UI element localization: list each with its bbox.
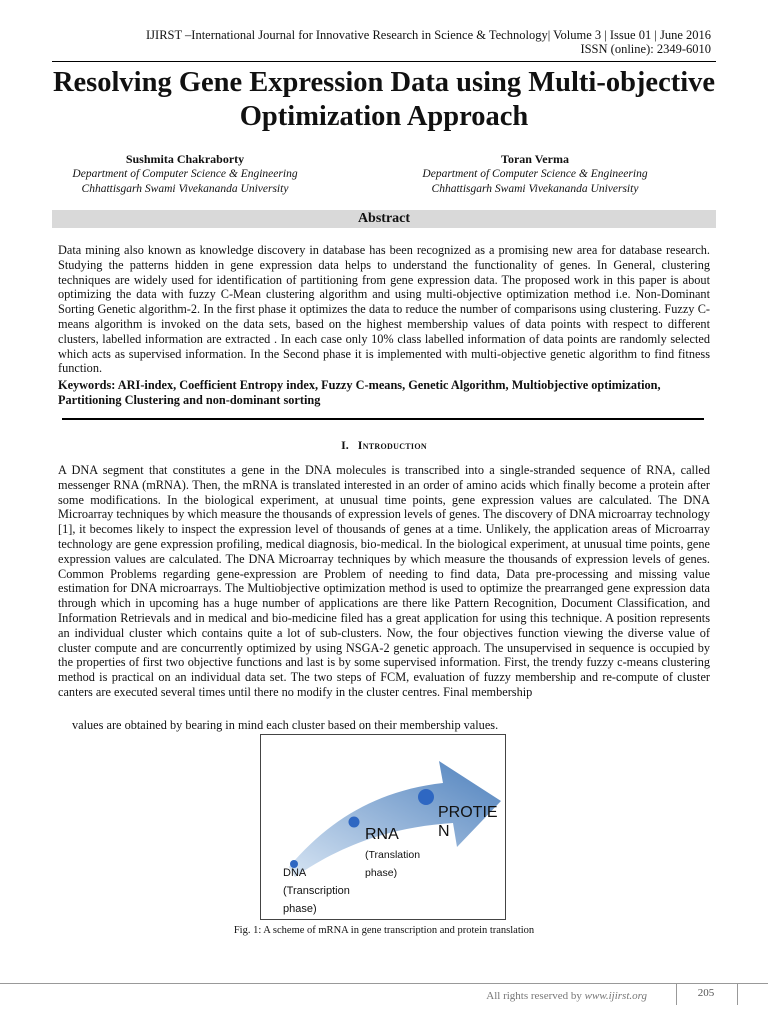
figure-1 [260, 734, 506, 920]
paper-title: Resolving Gene Expression Data using Multi-objective Optimization Approach [52, 67, 716, 132]
section-title: Introduction [357, 438, 427, 452]
dna-phase-label-line1: (Transcription [283, 885, 350, 897]
author-name: Toran Verma [501, 152, 569, 166]
rna-dot [349, 817, 360, 828]
author-department: Department of Computer Science & Engineering [422, 168, 648, 180]
header-divider [52, 61, 716, 62]
author-department: Department of Computer Science & Engineering [72, 168, 298, 180]
page-number: 205 [697, 987, 715, 999]
figure-caption: Fig. 1: A scheme of mRNA in gene transcription and protein translation [233, 925, 535, 936]
footer-divider [0, 983, 768, 984]
section-heading [52, 438, 716, 453]
dna-phase-label-line2: phase) [283, 903, 317, 915]
author-university: Chhattisgarh Swami Vivekananda University [81, 183, 289, 195]
introduction-body: A DNA segment that constitutes a gene in the DNA molecules is transcribed into a single-stranded sequence of RNA, called messenger RNA (mRNA). Then, the mRNA is translated interested in an order of amino acids which finally become a protein after some modifications. In the biological experiment, at unusual time points, gene expression values are calculated. The DNA Microarray techniques by which measure the thousands of expression levels of genes. The discovery of DNA microarray technology [1], it becomes likely to inspect the expression level of thousands of genes at a time. Unlikely, the application areas of Microarray technology are gene expression profiling, medical diagnosis, bio-medical. In the biological experiment, at unusual time points, gene expression values are calculated. The DNA Microarray techniques by which measure the thousands of expression levels of genes. Common Problems regarding gene-expression are Problem of needing to find data, Data pre-processing and missing value estimation for DNA microarrays. The Multiobjective optimization method is used to optimize the prearranged gene expression data through which in upcoming has a huge number of applications are there like Pattern Recognition, Document Classification, and Information Retrievals and in medical and bio-medicine filed has a great application for using this technique. A position represents an individual cluster which contains quite a lot of sub-clusters. Now, the four objectives function viewing the diverse value of cluster compute and are concurrently optimized by using NSGA-2 genetic approach. The unsupervised in sequence is occupied by the properties of first two objective functions and last is by some supervised information. First, the trendy fuzzy c-means clustering method is practical on an individual data set. The two steps of FCM, evaluation of fuzzy membership and re-compute of cluster canters are executed several times until there no modify in the cluster centres. Final membership [58, 463, 710, 699]
abstract-heading: Abstract [52, 210, 716, 228]
rna-phase-label-line2: phase) [365, 867, 398, 879]
author-block [370, 152, 700, 197]
introduction-continuation: values are obtained by bearing in mind each cluster based on their membership values. [72, 718, 499, 732]
rights-text: All rights reserved by [486, 990, 585, 1002]
journal-header: IJIRST –International Journal for Innovative Research in Science & Technology| Volume 3 | Issue 01 | June 2016 [146, 28, 711, 42]
author-block [20, 152, 350, 197]
protein-label-line2: N [438, 823, 450, 840]
abstract-body: Data mining also known as knowledge discovery in database has been recognized as a promising new area for database research. Studying the patterns hidden in gene expression data helps to understand the functionality of genes. In General, clustering techniques are widely used for identification of partitioning from gene expression data. The proposed work in this paper is about optimizing the data with fuzzy C-Mean clustering algorithm and using multi-objective optimization method i.e. Non-Dominant Sorting Genetic algorithm-2. In the first phase it optimizes the data to reduce the number of comparisons using clustering. Fuzzy C-means algorithm is invoked on the data sets, based on the highest membership values of data points with respect to different clusters, labelled information are extracted . In each case only 10% class labelled information of data points are randomly selected which acts as supervised information. In the Second phase it is implemented with multi-objective genetic algorithm to find fitness function. [58, 243, 710, 376]
footer-rights [486, 990, 647, 1002]
rna-phase-label-line1: (Translation [365, 849, 421, 861]
keywords-divider [62, 418, 704, 420]
process-arrow-diagram [261, 735, 505, 919]
dna-label: DNA [283, 867, 307, 879]
issn-header: ISSN (online): 2349-6010 [580, 42, 711, 56]
author-university: Chhattisgarh Swami Vivekananda University [431, 183, 639, 195]
keywords: Keywords: ARI-index, Coefficient Entropy index, Fuzzy C-means, Genetic Algorithm, Multiobjective optimization, Partitioning Clustering and non-dominant sorting [58, 378, 661, 407]
author-name: Sushmita Chakraborty [125, 152, 245, 166]
section-number: I. [341, 438, 349, 452]
protein-dot [418, 789, 434, 805]
site-link[interactable]: www.ijirst.org [584, 990, 647, 1002]
protein-label-line1: PROTIE [438, 804, 498, 821]
rna-label: RNA [365, 826, 399, 843]
